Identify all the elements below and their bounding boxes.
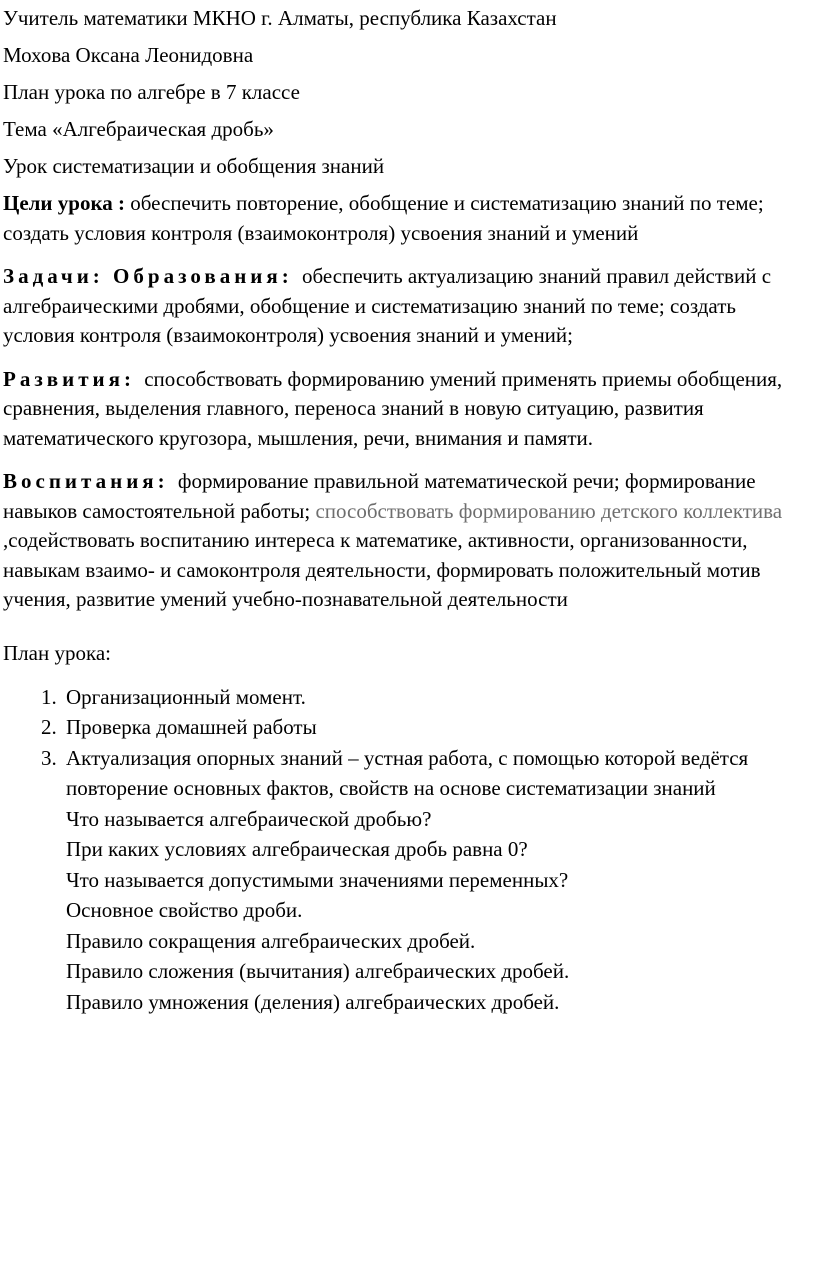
goals-text: обеспечить повторение, обобщение и систематизацию знаний по теме; создать условия контроля (взаимоконтроля) усвоения знаний и умений xyxy=(3,191,764,245)
plan-item-text: Актуализация опорных знаний – устная работа, с помощью которой ведётся повторение основных фактов, свойств на основе систематизации знаний xyxy=(66,745,749,800)
plan-question: Правило умножения (деления) алгебраических дробей. xyxy=(66,989,560,1014)
tasks-text: обеспечить актуализацию знаний правил действий с алгебраическими дробями, обобщение и систематизацию знаний по теме; создать условия контроля (взаимоконтроля) усвоения знаний и умений; xyxy=(3,264,772,347)
upbringing-text-2: ,содействовать воспитанию интереса к математике, активности, организованности, навыкам взаимо- и самоконтроля деятельности, формировать положительный мотив учения, развитие умений учебно-познавательной деятельности xyxy=(3,528,761,611)
upbringing-text-1: формирование правильной математической речи; формирование навыков самостоятельной работы; xyxy=(3,469,756,523)
lesson-plan-title: План урока по алгебре в 7 классе xyxy=(3,80,300,104)
lesson-type: Урок систематизации и обобщения знаний xyxy=(3,154,385,178)
tasks-paragraph xyxy=(3,262,812,351)
plan-list xyxy=(3,682,812,1018)
upbringing-label: Воспитания: xyxy=(3,469,178,493)
plan-question: Что называется алгебраической дробью? xyxy=(66,806,432,831)
plan-item: 1. Организационный момент. xyxy=(62,682,812,713)
teacher-name: Мохова Оксана Леонидовна xyxy=(3,43,254,67)
plan-question: При каких условиях алгебраическая дробь равна 0? xyxy=(66,837,528,861)
goals-label: Цели урока : xyxy=(3,191,131,215)
plan-item: 2. Проверка домашней работы xyxy=(62,712,812,743)
goals-paragraph xyxy=(3,189,812,248)
plan-label: План урока: xyxy=(3,640,111,665)
lesson-topic: Тема «Алгебраическая дробь» xyxy=(3,117,274,141)
tasks-label: Задачи: Образования: xyxy=(3,264,303,288)
plan-question: Правило сложения (вычитания) алгебраических дробей. xyxy=(66,959,570,983)
plan-question: Основное свойство дроби. xyxy=(66,898,303,922)
plan-item-3 xyxy=(62,743,812,1018)
development-label: Развития: xyxy=(3,366,145,391)
development-text: способствовать формированию умений применять приемы обобщения, сравнения, выделения главного, переноса знаний в новую ситуацию, развития математического кругозора, мышления, речи, внимания и памяти. xyxy=(3,366,783,450)
upbringing-text-gray: способствовать формированию детского коллектива xyxy=(315,498,783,523)
plan-question: Правило сокращения алгебраических дробей. xyxy=(66,928,476,953)
teacher-line: Учитель математики МКНО г. Алматы, республика Казахстан xyxy=(3,6,557,30)
upbringing-paragraph xyxy=(3,467,812,615)
development-paragraph xyxy=(3,365,812,454)
plan-question: Что называется допустимыми значениями переменных? xyxy=(66,867,569,892)
